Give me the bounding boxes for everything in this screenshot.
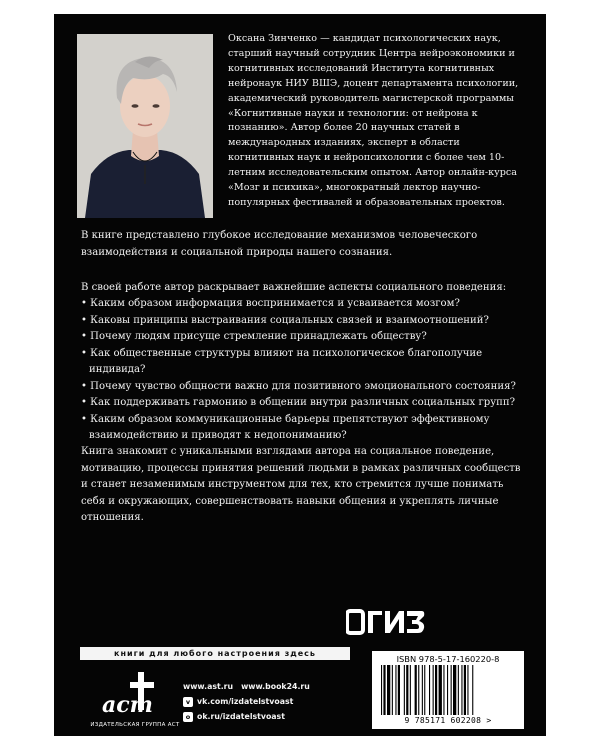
ast-caption: ИЗДАТЕЛЬСКАЯ ГРУППА АСТ xyxy=(90,722,180,728)
questions-intro: В своей работе автор раскрывает важнейшие аспекты социального поведения: xyxy=(81,282,507,293)
site-link-book24[interactable]: www.book24.ru xyxy=(241,682,310,691)
list-item: • Как поддерживать гармонию в общении внутри различных социальных групп? xyxy=(81,397,516,408)
barcode-bar xyxy=(392,665,393,715)
barcode-bar xyxy=(464,665,466,715)
author-bio: Оксана Зинченко — кандидат психологических наук, старший научный сотрудник Центра нейроэкономики и когнитивных исследований Института когнитивных нейронаук НИУ ВШЭ, доцент департамента психологии, академический руководитель магистерской программы «Когнитивные науки и технологии: от нейрона к познанию». Автор более 20 научных статей в международных изданиях, эксперт в области когнитивных наук и нейропсихологии с более чем 10-летним исследовательским опытом. Автор онлайн-курса «Мозг и психика», многократный лектор научно-популярных фестивалей и образовательных проектов. xyxy=(228,33,519,208)
barcode-bar xyxy=(415,665,417,715)
ast-logo xyxy=(94,666,174,726)
barcode-bar xyxy=(383,665,385,715)
barcode-bar xyxy=(429,665,430,715)
vk-icon: v xyxy=(183,697,193,707)
ok-icon: o xyxy=(183,712,193,722)
barcode-bar xyxy=(381,665,382,715)
publisher-logo xyxy=(346,608,426,636)
ok-link[interactable]: ok.ru/izdatelstvoast xyxy=(197,712,285,721)
summary-paragraph: В книге представлено глубокое исследование механизмов человеческого взаимодействия и социальной природы нашего сознания. xyxy=(81,230,478,258)
barcode-bar xyxy=(443,665,444,715)
barcode-bar xyxy=(395,665,396,715)
barcode-bar xyxy=(451,665,452,715)
isbn-text: ISBN 978-5-17-160220-8 xyxy=(396,654,500,664)
barcode-bar xyxy=(422,665,423,715)
barcode xyxy=(372,651,524,729)
barcode-bar xyxy=(387,665,390,715)
barcode-bar xyxy=(410,665,411,715)
barcode-digits: 9 785171 602208 > xyxy=(404,716,492,725)
barcode-bar xyxy=(433,665,434,715)
book-back-cover xyxy=(54,14,546,736)
author-photo xyxy=(77,34,213,218)
barcode-bar xyxy=(453,665,456,715)
series-strip: книги для любого настроения здесь xyxy=(80,647,350,660)
list-item: • Почему чувство общности важно для позитивного эмоционального состояния? xyxy=(81,380,516,392)
barcode-bar xyxy=(461,665,462,715)
barcode-bar xyxy=(472,665,473,715)
barcode-bar xyxy=(418,665,419,715)
svg-text:аст: аст xyxy=(102,692,153,718)
barcode-bar xyxy=(406,665,408,715)
barcode-bar xyxy=(447,665,448,715)
barcode-bar xyxy=(435,665,437,715)
list-item: • Каким образом коммуникационные барьеры препятствуют эффективному взаимодействию и приводят к недопониманию? xyxy=(81,413,490,441)
barcode-bars xyxy=(381,665,515,715)
list-item: • Почему людям присуще стремление принадлежать обществу? xyxy=(81,331,427,342)
barcode-bar xyxy=(439,665,442,715)
barcode-bar xyxy=(458,665,459,715)
barcode-bar xyxy=(398,665,400,715)
barcode-bar xyxy=(404,665,405,715)
barcode-bar xyxy=(424,665,425,715)
list-item: • Каким образом информация воспринимается и усваивается мозгом? xyxy=(81,298,460,309)
list-item: • Как общественные структуры влияют на психологическое благополучие индивида? xyxy=(81,347,483,375)
list-item: • Каковы принципы выстраивания социальных связей и взаимоотношений? xyxy=(81,314,489,326)
vk-link[interactable]: vk.com/izdatelstvoast xyxy=(197,697,294,706)
barcode-bar xyxy=(467,665,468,715)
questions-list xyxy=(81,296,521,445)
site-link-ast[interactable]: www.ast.ru xyxy=(183,682,234,691)
closing-paragraph: Книга знакомит с уникальными взглядами автора на социальное поведение, мотивацию, процессы принятия решений людьми в рамках различных сообществ и станет незаменимым инструментом для тех, кто стремится лучше понимать себя и окружающих, совершенствовать навыки общения и укреплять личные отношения. xyxy=(81,446,521,523)
publisher-links xyxy=(183,679,310,724)
